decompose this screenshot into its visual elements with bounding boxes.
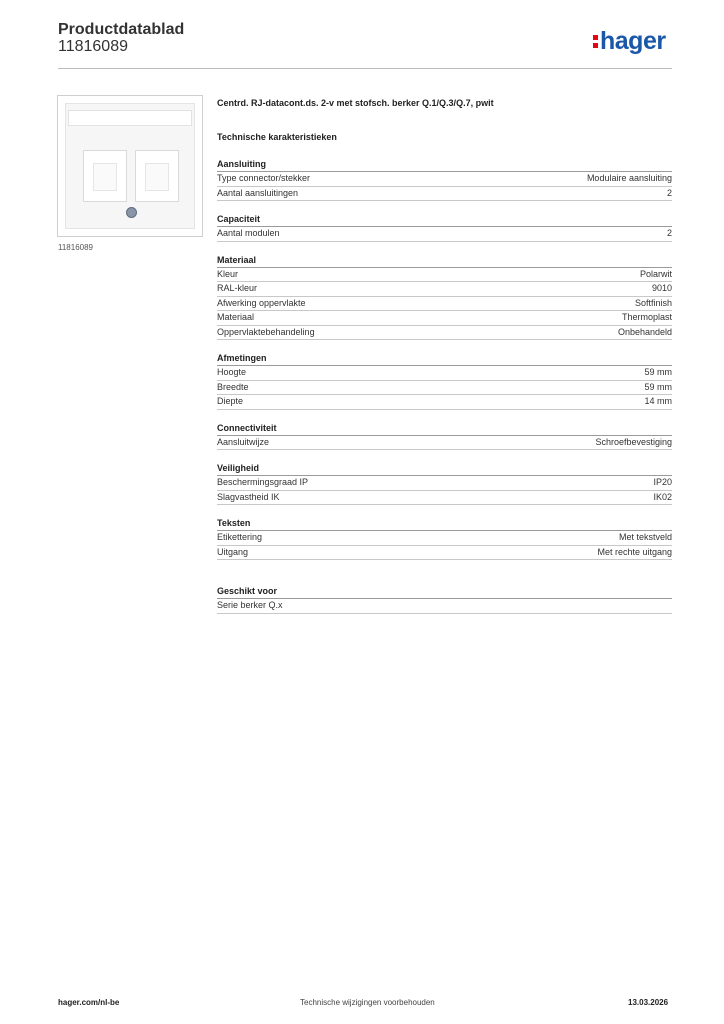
spec-value: Softfinish	[634, 297, 672, 308]
document-title: Productdatablad	[58, 21, 185, 38]
product-number: 11816089	[58, 38, 128, 55]
spec-value: Met tekstveld	[618, 532, 672, 542]
spec-label: Materiaal	[217, 312, 255, 322]
footer-date: 13.03.2026	[628, 998, 669, 1007]
spec-row	[217, 476, 672, 491]
spec-section	[217, 158, 672, 201]
spec-row	[217, 187, 672, 202]
spec-row	[217, 546, 672, 561]
product-name: Centrd. RJ-datacont.ds. 2-v met stofsch. berker Q.1/Q.3/Q.7, pwit	[217, 98, 494, 108]
spec-row	[217, 297, 672, 312]
spec-section	[217, 352, 672, 410]
specs-title: Technische karakteristieken	[217, 132, 337, 142]
spec-section	[217, 254, 672, 341]
rj-port-right	[135, 150, 179, 202]
spec-label: Etikettering	[217, 532, 263, 542]
section-title: Veiligheid	[217, 462, 672, 476]
spec-section	[217, 422, 672, 451]
spec-label: Aantal modulen	[217, 228, 280, 238]
spec-row	[217, 227, 672, 242]
spec-section	[217, 517, 672, 560]
spec-label: Diepte	[217, 396, 244, 406]
spec-label: Serie berker Q.x	[217, 600, 283, 610]
spec-sections	[217, 158, 672, 614]
section-title: Capaciteit	[217, 213, 672, 227]
logo-text: hager	[600, 27, 666, 55]
spec-value: 59 mm	[644, 381, 672, 392]
spec-section	[217, 462, 672, 505]
logo-dots-icon	[593, 27, 598, 48]
spec-label: Hoogte	[217, 367, 247, 377]
section-title: Teksten	[217, 517, 672, 531]
screw-icon	[126, 207, 137, 218]
spec-row	[217, 491, 672, 506]
spec-row	[217, 172, 672, 187]
rj-port-left	[83, 150, 127, 202]
product-image	[57, 95, 203, 237]
section-title: Materiaal	[217, 254, 672, 268]
spec-value: Schroefbevestiging	[595, 436, 672, 447]
footer-disclaimer: Technische wijzigingen voorbehouden	[300, 998, 435, 1007]
spec-row	[217, 311, 672, 326]
footer-website: hager.com/nl-be	[58, 998, 120, 1007]
product-details	[217, 97, 672, 614]
section-title: Afmetingen	[217, 352, 672, 366]
spec-label: Type connector/stekker	[217, 173, 311, 183]
section-title: Connectiviteit	[217, 422, 672, 436]
spec-label: Kleur	[217, 268, 239, 279]
spec-section	[217, 585, 672, 614]
section-title: Geschikt voor	[217, 585, 672, 599]
spec-value: Thermoplast	[621, 312, 672, 322]
spec-label: Uitgang	[217, 546, 249, 557]
spec-row	[217, 366, 672, 381]
spec-row	[217, 381, 672, 396]
spec-section	[217, 213, 672, 242]
label-strip	[68, 110, 192, 126]
spec-label: Oppervlaktebehandeling	[217, 326, 315, 337]
spec-row	[217, 395, 672, 410]
spec-label: Beschermingsgraad IP	[217, 477, 309, 487]
spec-label: RAL-kleur	[217, 283, 258, 293]
spec-value: Modulaire aansluiting	[586, 173, 672, 183]
section-title: Aansluiting	[217, 158, 672, 172]
spec-label: Breedte	[217, 381, 249, 392]
spec-value: 2	[666, 187, 672, 198]
spec-row	[217, 531, 672, 546]
spec-value: Met rechte uitgang	[597, 546, 672, 557]
spec-value: IK02	[653, 491, 672, 502]
product-image-caption: 11816089	[58, 243, 93, 252]
spec-value: Onbehandeld	[617, 326, 672, 337]
spec-value: IP20	[653, 477, 672, 487]
spec-row	[217, 436, 672, 451]
spec-label: Aantal aansluitingen	[217, 187, 299, 198]
header-divider	[58, 68, 672, 69]
spec-label: Aansluitwijze	[217, 436, 270, 447]
spec-row	[217, 282, 672, 297]
spec-value: 9010	[651, 283, 672, 293]
spec-label: Afwerking oppervlakte	[217, 297, 306, 308]
spec-value: 2	[666, 228, 672, 238]
hager-logo	[593, 27, 666, 55]
spec-value: 59 mm	[644, 367, 672, 377]
spec-label: Slagvastheid IK	[217, 491, 280, 502]
spec-row	[217, 599, 672, 614]
spec-row	[217, 268, 672, 283]
spec-row	[217, 326, 672, 341]
cover-plate-illustration	[65, 103, 195, 229]
spec-value: 14 mm	[644, 396, 672, 406]
spec-value: Polarwit	[639, 268, 672, 279]
